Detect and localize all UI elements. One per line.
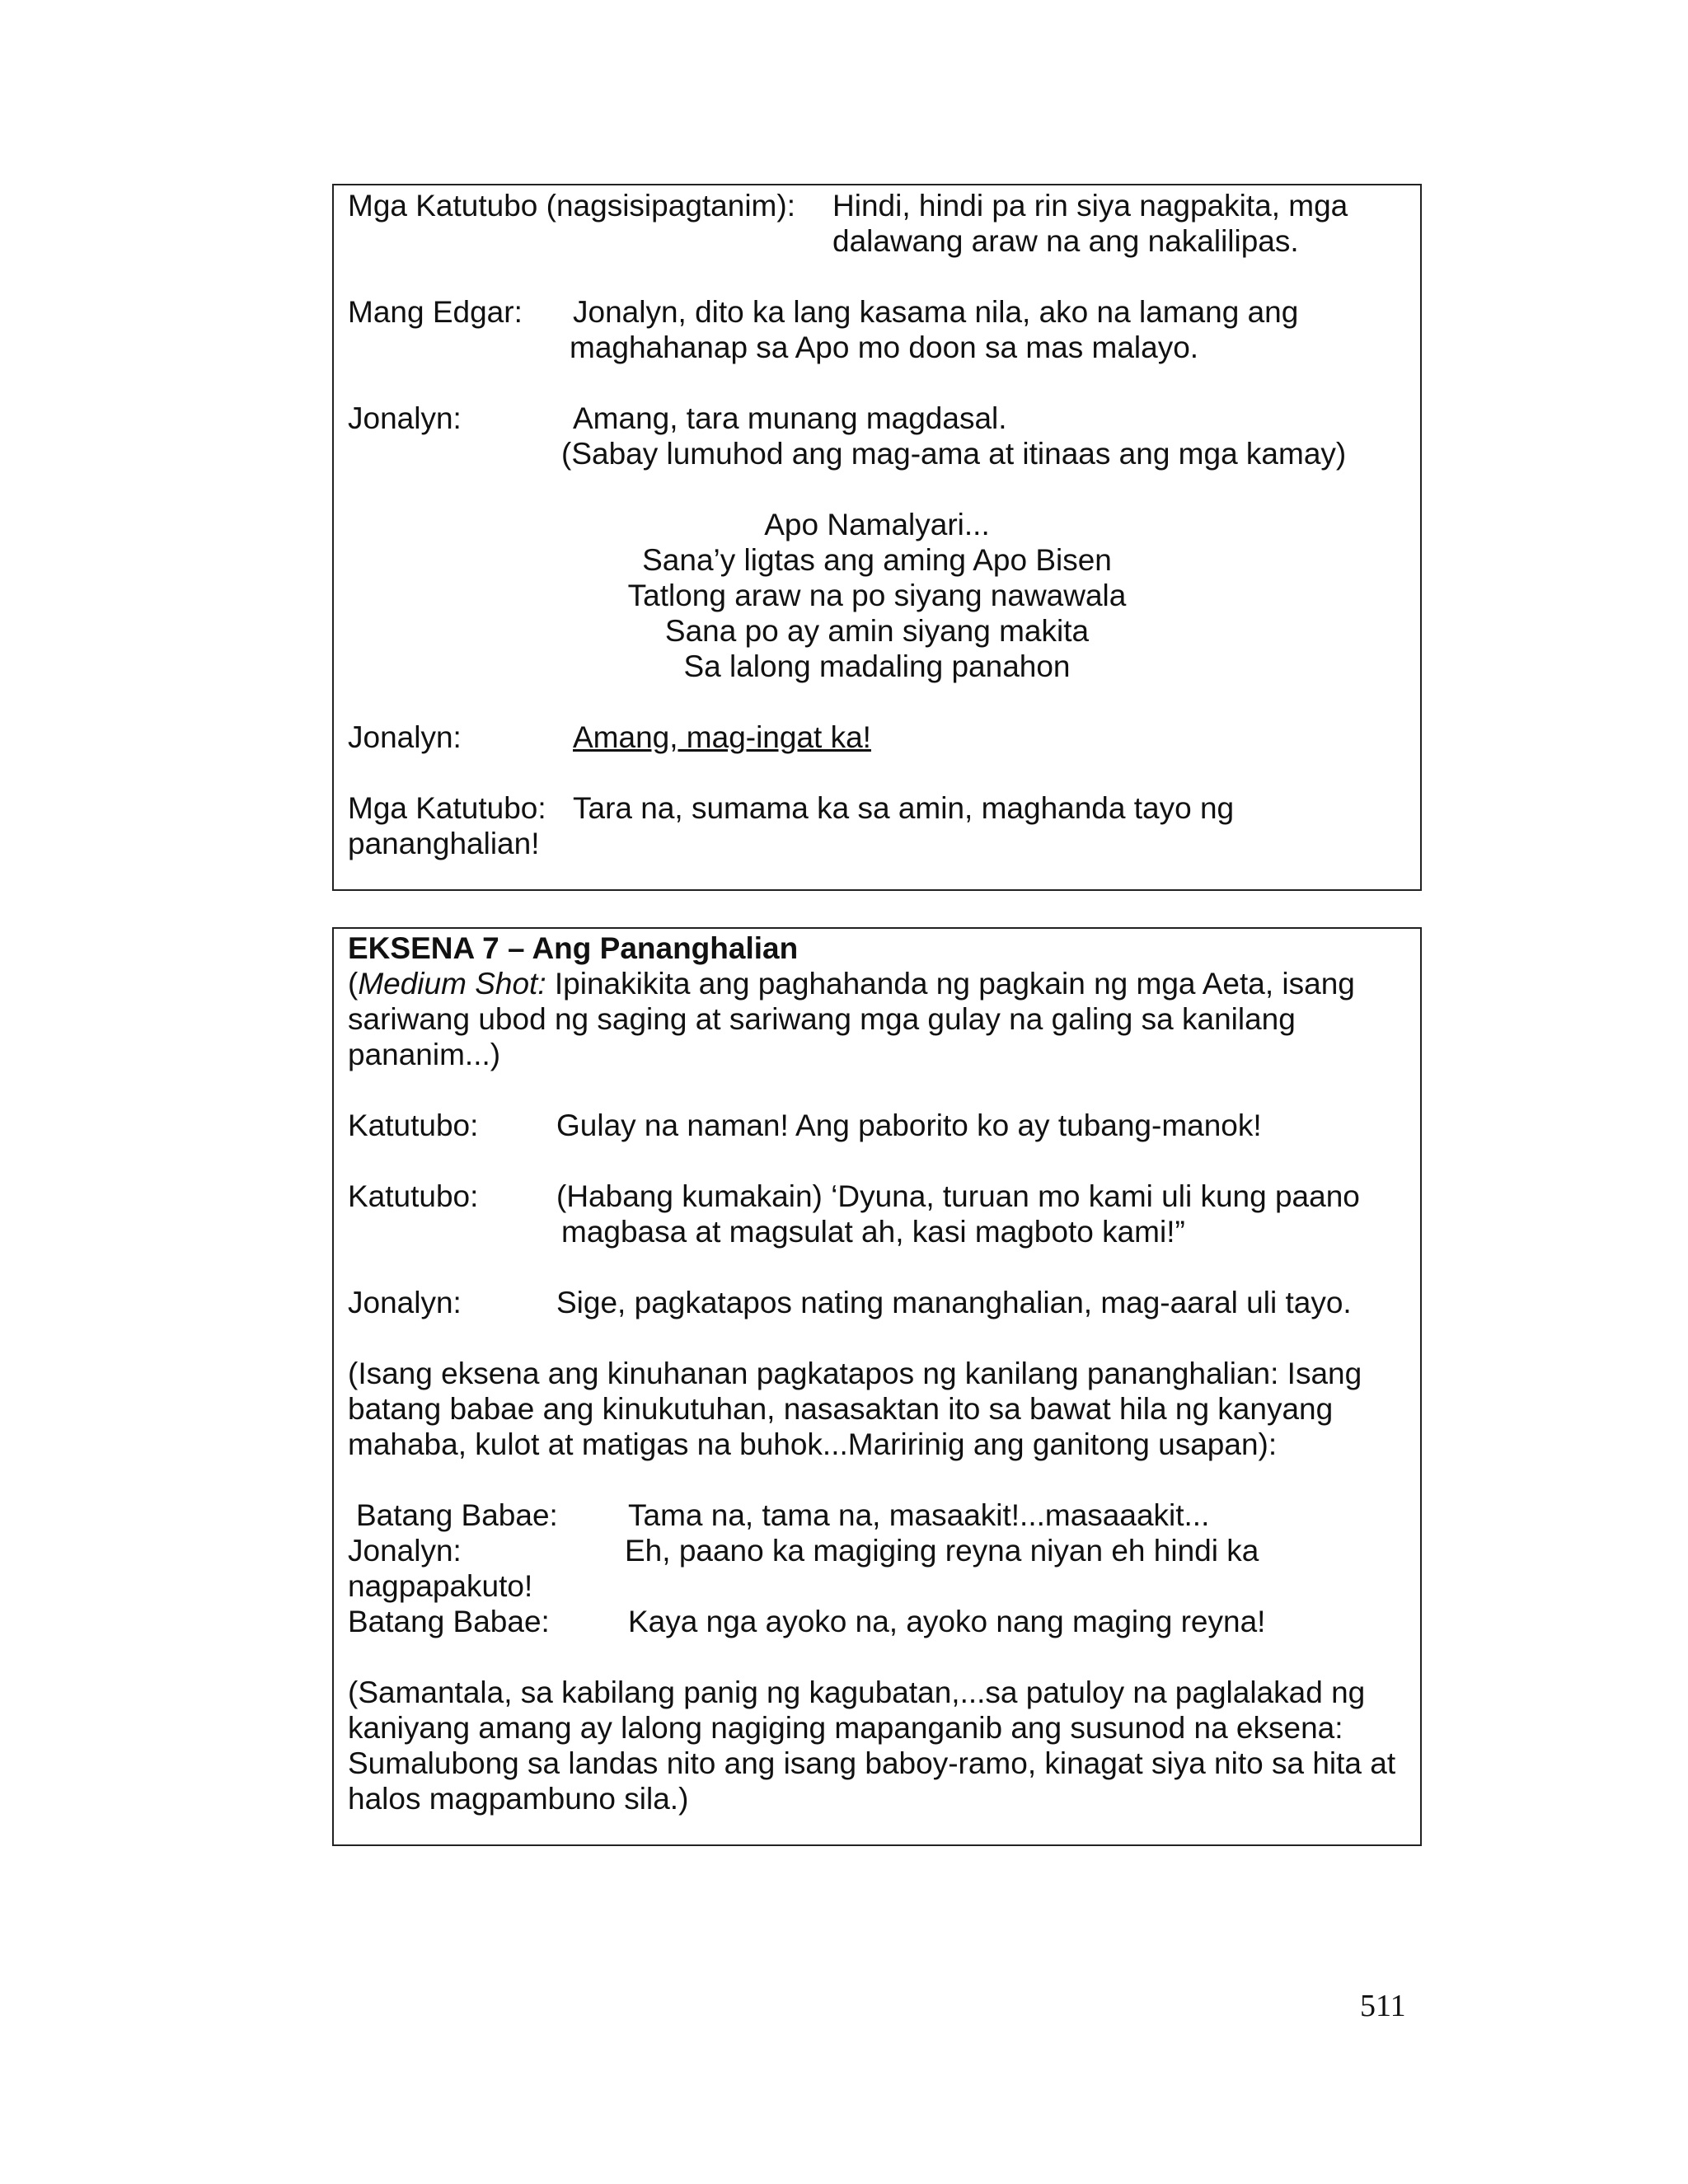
- scene-description: mahaba, kulot at matigas na buhok...Maririnig ang ganitong usapan):: [348, 1427, 1278, 1461]
- scene-description: (Isang eksena ang kinuhanan pagkatapos ng kanilang pananghalian: Isang: [348, 1357, 1362, 1390]
- dialogue-line: Tara na, sumama ka sa amin, maghanda tayo ng: [573, 791, 1235, 825]
- speaker-label: Jonalyn:: [348, 1286, 462, 1319]
- prayer-line: Apo Namalyari...: [764, 508, 990, 541]
- dialogue-line: Kaya nga ayoko na, ayoko nang maging reyna!: [628, 1605, 1266, 1638]
- dialogue-line: Sige, pagkatapos nating mananghalian, mag-aaral uli tayo.: [556, 1286, 1352, 1319]
- stage-direction: (Sabay lumuhod ang mag-ama at itinaas ang mga kamay): [561, 437, 1347, 471]
- dialogue-line: Amang, tara munang magdasal.: [573, 401, 1007, 435]
- dialogue-line: Gulay na naman! Ang paborito ko ay tubang-manok!: [556, 1108, 1262, 1142]
- dialogue-line: dalawang araw na ang nakalilipas.: [832, 224, 1299, 258]
- dialogue-line: Tama na, tama na, masaakit!...masaaakit...: [628, 1498, 1210, 1532]
- scene-description: batang babae ang kinukutuhan, nasasaktan ito sa bawat hila ng kanyang: [348, 1392, 1334, 1426]
- dialogue-line: Hindi, hindi pa rin siya nagpakita, mga: [832, 189, 1348, 223]
- prayer-line: Sa lalong madaling panahon: [683, 649, 1071, 683]
- shot-description: pananim...): [348, 1038, 501, 1071]
- prayer-line: Sana po ay amin siyang makita: [664, 614, 1090, 648]
- speaker-label: Jonalyn:: [348, 1534, 462, 1568]
- dialogue-line: Jonalyn, dito ka lang kasama nila, ako na lamang ang: [573, 295, 1299, 329]
- speaker-label: Katutubo:: [348, 1179, 479, 1213]
- scene7-script-box: [332, 927, 1422, 1846]
- scene6-script-box: [332, 184, 1422, 891]
- speaker-label: Batang Babae:: [356, 1498, 558, 1532]
- page-number: 511: [1360, 1989, 1406, 2023]
- speaker-label: Mga Katutubo:: [348, 791, 546, 825]
- scene-description: Sumalubong sa landas nito ang isang baboy-ramo, kinagat siya nito sa hita at: [348, 1746, 1396, 1780]
- speaker-label: Jonalyn:: [348, 720, 462, 754]
- shot-description: sariwang ubod ng saging at sariwang mga gulay na galing sa kanilang: [348, 1002, 1296, 1036]
- speaker-label: Mang Edgar:: [348, 295, 523, 329]
- shot-label: Medium Shot:: [358, 967, 546, 1001]
- dialogue-line: Amang, mag-ingat ka!: [573, 720, 871, 754]
- dialogue-line: Eh, paano ka magiging reyna niyan eh hindi ka: [625, 1534, 1259, 1568]
- speaker-label: Jonalyn:: [348, 401, 462, 435]
- speaker-label: Batang Babae:: [348, 1605, 550, 1638]
- shot-description: (Medium Shot: Ipinakikita ang paghahanda ng pagkain ng mga Aeta, isang: [348, 967, 1355, 1001]
- dialogue-line: pananghalian!: [348, 827, 540, 860]
- scene-description: (Samantala, sa kabilang panig ng kagubatan,...sa patuloy na paglalakad ng: [348, 1675, 1366, 1709]
- speaker-label: Katutubo:: [348, 1108, 479, 1142]
- scene-description: kaniyang amang ay lalong nagiging mapanganib ang susunod na eksena:: [348, 1711, 1343, 1745]
- dialogue-line: magbasa at magsulat ah, kasi magboto kami!”: [561, 1215, 1185, 1249]
- dialogue-line: nagpapakuto!: [348, 1569, 533, 1603]
- dialogue-line: (Habang kumakain) ‘Dyuna, turuan mo kami uli kung paano: [556, 1179, 1360, 1213]
- dialogue-line: maghahanap sa Apo mo doon sa mas malayo.: [570, 330, 1199, 364]
- prayer-line: Sana’y ligtas ang aming Apo Bisen: [642, 543, 1112, 577]
- speaker-label: Mga Katutubo (nagsisipagtanim):: [348, 189, 795, 223]
- scene-description: halos magpambuno sila.): [348, 1782, 689, 1816]
- scene-title: EKSENA 7 – Ang Pananghalian: [348, 931, 799, 965]
- prayer-line: Tatlong araw na po siyang nawawala: [627, 579, 1127, 612]
